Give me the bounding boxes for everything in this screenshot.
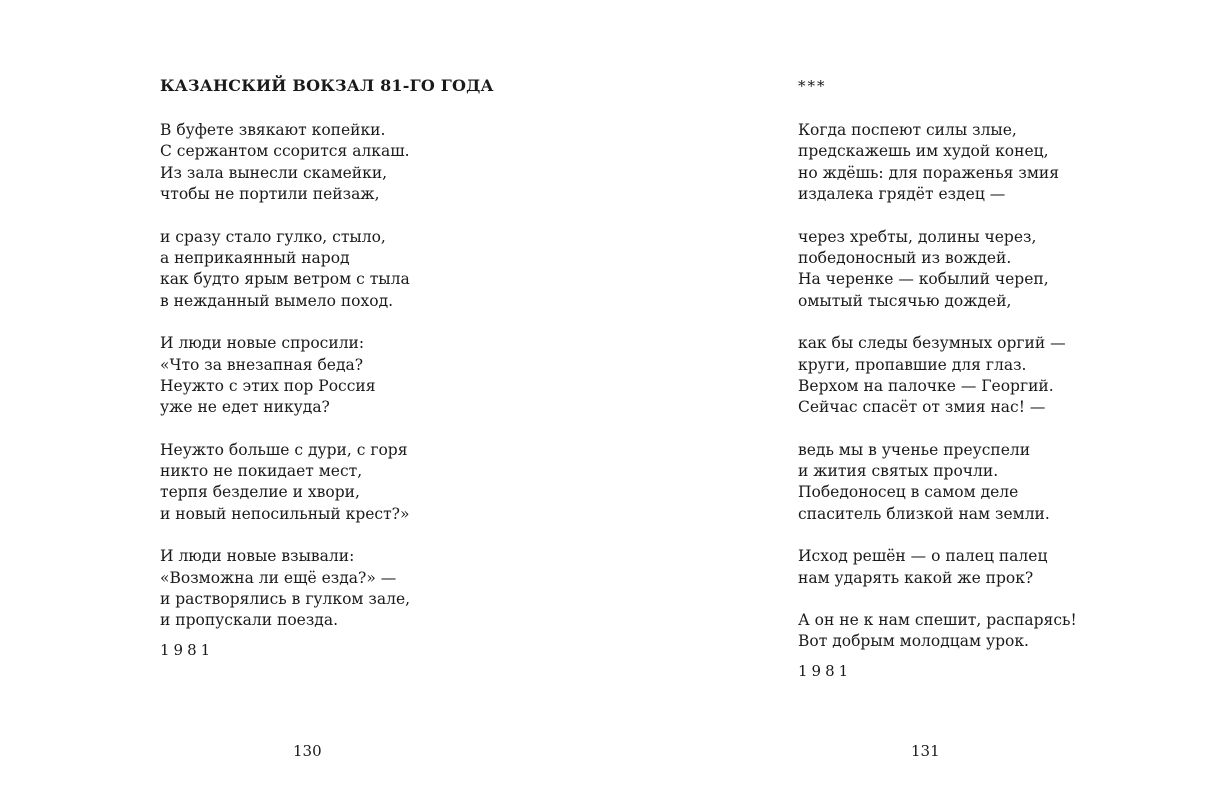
stanza-6 bbox=[798, 610, 1077, 653]
poem-stanzas bbox=[798, 120, 1077, 681]
poem-line: Из зала вынесли скамейки, bbox=[160, 163, 388, 182]
poem-line: И люди новые спросили: bbox=[160, 334, 365, 353]
page-number: 131 bbox=[911, 742, 940, 760]
poem-line: А он не к нам спешит, распарясь! bbox=[798, 611, 1077, 630]
poem-line: чтобы не портили пейзаж, bbox=[160, 185, 380, 204]
poem-line: ведь мы в ученье преуспели bbox=[798, 440, 1031, 459]
poem-line: уже не едет никуда? bbox=[160, 398, 330, 417]
right-page bbox=[615, 0, 1230, 800]
stanza-2 bbox=[160, 227, 494, 313]
poem-line: И люди новые взывали: bbox=[160, 547, 355, 566]
stanza-4 bbox=[160, 440, 494, 526]
poem-line: предскажешь им худой конец, bbox=[798, 142, 1049, 161]
poem-line: С сержантом ссорится алкаш. bbox=[160, 142, 410, 161]
poem-year: 1981 bbox=[798, 661, 853, 680]
poem-line: круги, пропавшие для глаз. bbox=[798, 355, 1027, 374]
poem-line: «Что за внезапная беда? bbox=[160, 355, 364, 374]
poem-line: а неприкаянный народ bbox=[160, 248, 350, 267]
poem-line: нам ударять какой же прок? bbox=[798, 568, 1034, 587]
page-number: 130 bbox=[293, 742, 322, 760]
stanza-3 bbox=[160, 333, 494, 419]
poem-title-asterisks: *** bbox=[798, 77, 827, 95]
stanza-5 bbox=[160, 546, 494, 632]
poem-line: победоносный из вождей. bbox=[798, 248, 1012, 267]
stanza-5 bbox=[798, 546, 1077, 589]
stanza-2 bbox=[798, 227, 1077, 313]
poem-line: издалека грядёт ездец — bbox=[798, 185, 1006, 204]
poem-line: Победоносец в самом деле bbox=[798, 483, 1019, 502]
poem-line: как бы следы безумных оргий — bbox=[798, 334, 1066, 353]
poem-line: но ждёшь: для пораженья змия bbox=[798, 163, 1060, 182]
poem-line: На черенке — кобылий череп, bbox=[798, 270, 1049, 289]
poem-line: омытый тысячью дождей, bbox=[798, 291, 1012, 310]
poem-line: спаситель близкой нам земли. bbox=[798, 504, 1050, 523]
poem-line: в нежданный вымело поход. bbox=[160, 291, 394, 310]
poem-line: и сразу стало гулко, стыло, bbox=[160, 227, 386, 246]
stanza-4 bbox=[798, 440, 1077, 526]
stanza-1 bbox=[798, 120, 1077, 206]
poem-kazansky-vokzal bbox=[160, 74, 494, 660]
poem-line: Вот добрым молодцам урок. bbox=[798, 632, 1029, 651]
poem-line: никто не покидает мест, bbox=[160, 462, 363, 481]
poem-line: Исход решён — о палец палец bbox=[798, 547, 1048, 566]
poem-line: терпя безделие и хвори, bbox=[160, 483, 360, 502]
poem-line: и пропускали поезда. bbox=[160, 611, 339, 630]
poem-year: 1981 bbox=[160, 640, 215, 659]
stanza-1 bbox=[160, 120, 494, 206]
poem-line: «Возможна ли ещё езда?» — bbox=[160, 568, 397, 587]
poem-line: В буфете звякают копейки. bbox=[160, 121, 386, 139]
poem-line: как будто ярым ветром с тыла bbox=[160, 270, 410, 289]
poem-line: Неужто с этих пор Россия bbox=[160, 376, 376, 395]
poem-line: и новый непосильный крест?» bbox=[160, 504, 410, 523]
poem-untitled bbox=[798, 74, 1077, 681]
poem-line: Верхом на палочке — Георгий. bbox=[798, 376, 1054, 395]
poem-line: и растворялись в гулком зале, bbox=[160, 590, 411, 609]
poem-line: Неужто больше с дури, с горя bbox=[160, 440, 408, 459]
poem-stanzas bbox=[160, 120, 494, 660]
stanza-3 bbox=[798, 333, 1077, 419]
poem-line: и жития святых прочли. bbox=[798, 462, 999, 481]
poem-line: через хребты, долины через, bbox=[798, 227, 1037, 246]
poem-line: Сейчас спасёт от змия нас! — bbox=[798, 398, 1046, 417]
poem-title: КАЗАНСКИЙ ВОКЗАЛ 81-ГО ГОДА bbox=[160, 76, 494, 95]
poem-line: Когда поспеют силы злые, bbox=[798, 121, 1017, 139]
